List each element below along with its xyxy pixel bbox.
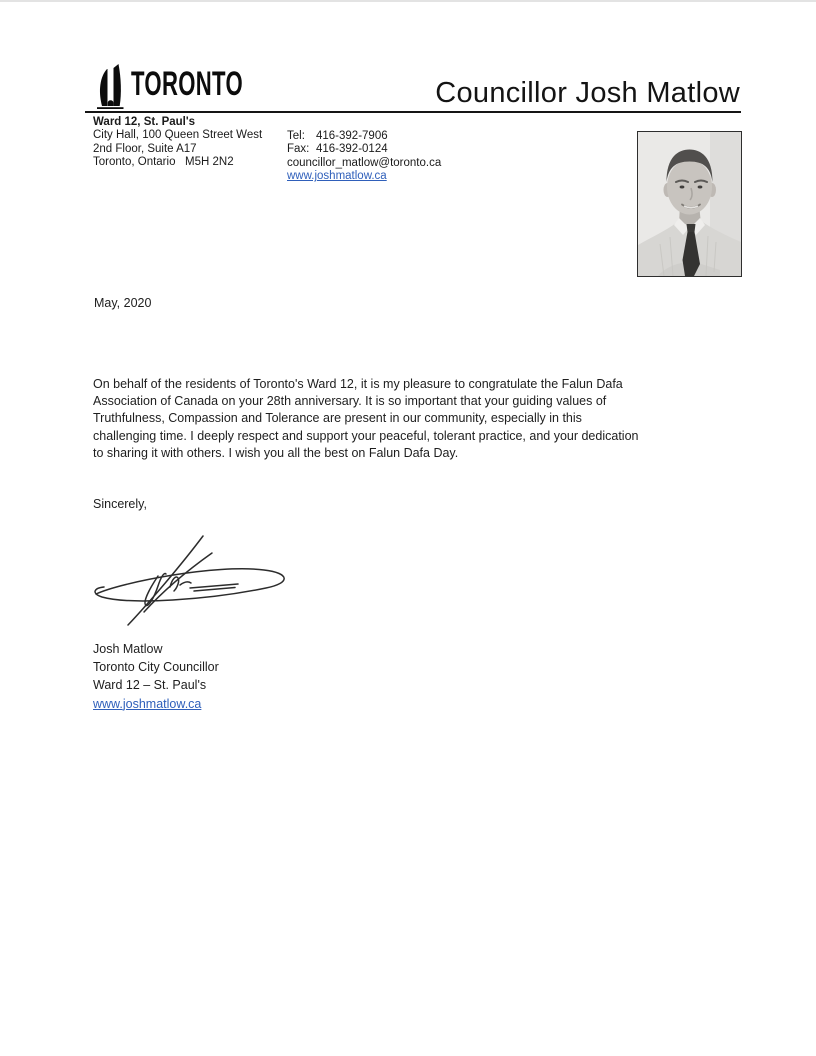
- website-link-footer[interactable]: www.joshmatlow.ca: [93, 696, 202, 711]
- signer-title: Toronto City Councillor: [93, 660, 219, 675]
- signature-handwriting: [86, 524, 308, 630]
- valediction: Sincerely,: [93, 497, 147, 511]
- address-city: Toronto, Ontario M5H 2N2: [93, 156, 234, 169]
- councillor-photo: [637, 131, 742, 277]
- toronto-city-hall-icon: [92, 63, 128, 110]
- address-suite: 2nd Floor, Suite A17: [93, 142, 197, 155]
- toronto-wordmark: TORONTO: [131, 65, 243, 103]
- website-link-header[interactable]: www.joshmatlow.ca: [287, 170, 387, 183]
- letter-body: On behalf of the residents of Toronto's Ward 12, it is my pleasure to congratulate the Falun Dafa Association of Canada on your 28th anniversary. It is so important that your guiding values of Truthfulness, Compassion and Tolerance are present in our community, especially in this challenging time. I deeply respect and support your peaceful, tolerant practice, and your dedication to sharing it with others. I wish you all the best on Falun Dafa Day.: [93, 377, 639, 460]
- letter-date: May, 2020: [94, 296, 152, 310]
- signer-name: Josh Matlow: [93, 642, 163, 656]
- ward-label: Ward 12, St. Paul's: [93, 116, 196, 128]
- contact-block: [287, 130, 441, 184]
- fax-row: [287, 143, 441, 156]
- tel-label: Tel:: [287, 130, 305, 142]
- signer-ward: Ward 12 – St. Paul's: [93, 678, 207, 693]
- address-block: [93, 116, 262, 170]
- fax-label: Fax:: [287, 143, 310, 156]
- header-rule: [85, 111, 741, 113]
- page-title: Councillor Josh Matlow: [435, 77, 740, 109]
- tel-number: 416-392-7906: [316, 130, 388, 142]
- closing-block: [93, 640, 219, 713]
- fax-number: 416-392-0124: [316, 143, 388, 156]
- email-text: councillor_matlow@toronto.ca: [287, 156, 442, 169]
- address-street: City Hall, 100 Queen Street West: [93, 129, 263, 142]
- tel-row: [287, 130, 441, 143]
